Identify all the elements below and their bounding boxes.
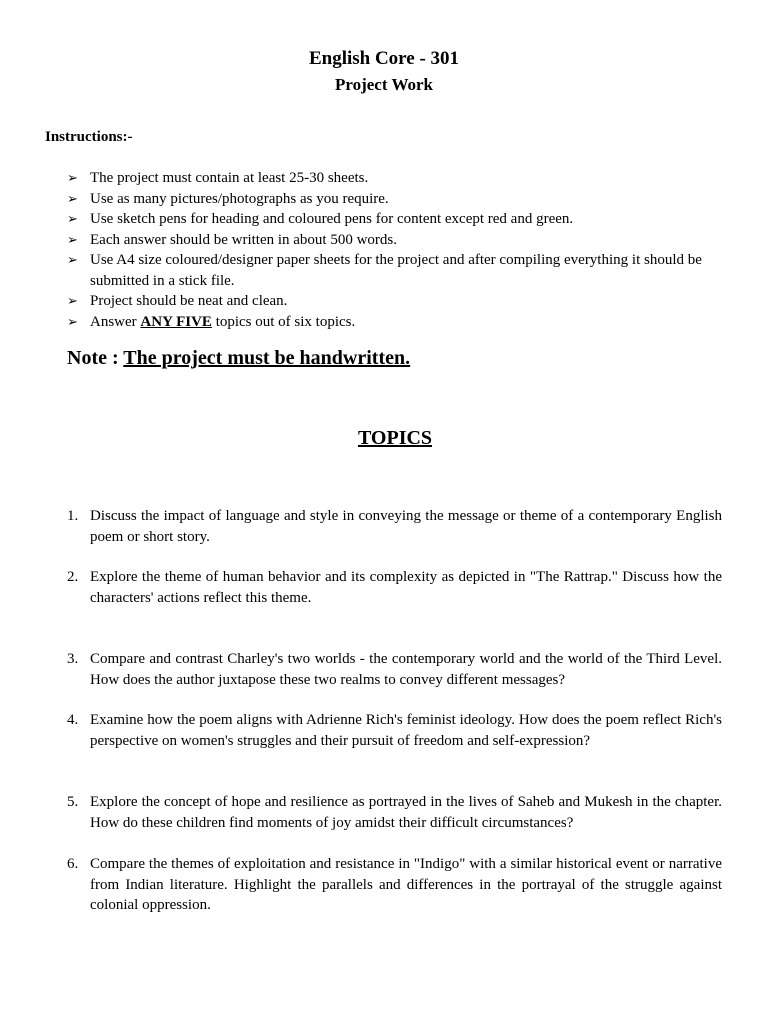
arrow-bullet-icon: ➢ <box>67 252 78 267</box>
topic-item <box>67 567 722 608</box>
instruction-text: The project must contain at least 25-30 sheets. <box>90 170 369 186</box>
note <box>67 345 410 371</box>
instruction-item <box>67 250 727 291</box>
instruction-emphasis: ANY FIVE <box>140 313 212 330</box>
topic-number: 1. <box>67 508 79 524</box>
arrow-bullet-icon: ➢ <box>67 231 78 247</box>
topics-heading: TOPICS <box>357 427 433 449</box>
instruction-item <box>67 209 727 230</box>
topic-number: 2. <box>67 569 79 585</box>
topic-item <box>67 854 722 916</box>
arrow-bullet-icon: ➢ <box>67 211 78 226</box>
arrow-bullet-icon: ➢ <box>67 313 78 329</box>
instruction-text: Use A4 size coloured/designer paper sheets for the project and after compiling everything it should be submitted in a stick file. <box>90 252 702 289</box>
topic-item <box>67 792 722 833</box>
topic-item <box>67 506 722 547</box>
topic-text: Explore the concept of hope and resilience as portrayed in the lives of Saheb and Mukesh in the chapter. How do these children find moments of joy amidst their difficult circumstances? <box>90 794 722 831</box>
document-title: English Core - 301 <box>308 48 460 69</box>
instruction-suffix: topics out of six topics. <box>211 313 356 330</box>
instruction-item <box>67 168 727 189</box>
topic-text: Compare the themes of exploitation and resistance in "Indigo" with a similar historical event or narrative from Indian literature. Highlight the parallels and differences in the portrayal of the struggle against colonial oppression. <box>90 856 722 913</box>
instruction-prefix: Answer <box>90 313 141 330</box>
arrow-bullet-icon: ➢ <box>67 170 78 185</box>
topic-text: Explore the theme of human behavior and its complexity as depicted in "The Rattrap." Discuss how the characters' actions reflect this theme. <box>90 569 722 606</box>
instruction-text: Use as many pictures/photographs as you require. <box>90 190 389 207</box>
instructions-list <box>67 168 727 332</box>
instruction-text: Each answer should be written in about 500 words. <box>90 231 398 248</box>
instruction-item <box>67 312 727 333</box>
topic-item <box>67 649 722 690</box>
topic-number: 5. <box>67 794 79 810</box>
topic-number: 6. <box>67 856 79 872</box>
arrow-bullet-icon: ➢ <box>67 293 78 308</box>
arrow-bullet-icon: ➢ <box>67 190 78 206</box>
instruction-item <box>67 291 727 312</box>
instruction-text: Use sketch pens for heading and coloured pens for content except red and green. <box>90 211 574 227</box>
topic-text: Compare and contrast Charley's two worlds - the contemporary world and the world of the Third Level. How does the author juxtapose these two realms to convey different messages? <box>90 651 722 688</box>
topic-text: Discuss the impact of language and style in conveying the message or theme of a contemporary English poem or short story. <box>90 508 722 545</box>
topic-number: 3. <box>67 651 79 667</box>
topic-number: 4. <box>67 712 79 728</box>
note-text: The project must be handwritten. <box>123 347 411 369</box>
instruction-text: Project should be neat and clean. <box>90 293 288 309</box>
instructions-heading: Instructions:- <box>45 129 133 145</box>
topic-text: Examine how the poem aligns with Adrienne Rich's feminist ideology. How does the poem reflect Rich's perspective on women's struggles and their pursuit of freedom and self-expression? <box>90 712 722 749</box>
topic-item <box>67 710 722 751</box>
note-label: Note : <box>67 347 124 369</box>
instruction-item <box>67 189 727 210</box>
instruction-item <box>67 230 727 251</box>
document-subtitle: Project Work <box>334 75 434 94</box>
